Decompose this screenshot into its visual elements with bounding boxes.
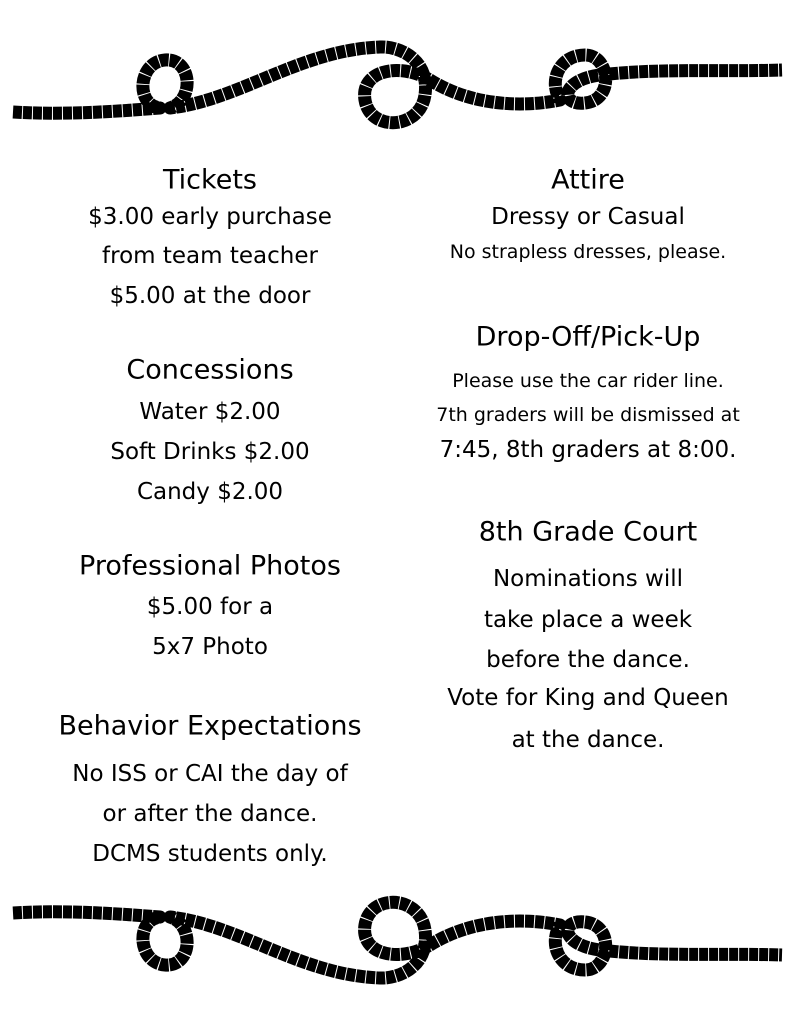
dropoff-line: 7:45, 8th graders at 8:00. <box>439 437 737 463</box>
rope-border-top <box>0 20 791 160</box>
behavior-line: or after the dance. <box>102 801 318 827</box>
court-line: Nominations will <box>492 566 684 592</box>
tickets-line: $3.00 early purchase <box>88 204 332 230</box>
concessions-heading: Concessions <box>126 354 294 386</box>
court-line: take place a week <box>483 607 693 633</box>
tickets-line: from team teacher <box>102 243 318 269</box>
dropoff-heading: Drop-Off/Pick-Up <box>475 321 701 353</box>
behavior-line: No ISS or CAI the day of <box>72 761 348 787</box>
concessions-line: Soft Drinks $2.00 <box>110 439 310 465</box>
behavior-line: DCMS students only. <box>92 841 328 867</box>
concessions-line: Water $2.00 <box>139 399 281 425</box>
attire-line: No strapless dresses, please. <box>449 241 727 263</box>
dropoff-line: Please use the car rider line. <box>452 370 724 392</box>
court-line: before the dance. <box>486 647 690 673</box>
photos-heading: Professional Photos <box>79 550 341 582</box>
concessions-line: Candy $2.00 <box>136 479 284 505</box>
behavior-heading: Behavior Expectations <box>58 710 362 742</box>
photos-line: 5x7 Photo <box>152 634 268 660</box>
tickets-line: $5.00 at the door <box>109 283 311 309</box>
court-line: at the dance. <box>511 727 665 753</box>
tickets-heading: Tickets <box>163 164 257 196</box>
court-line: Vote for King and Queen <box>447 685 729 711</box>
attire-heading: Attire <box>551 164 625 196</box>
court-heading: 8th Grade Court <box>478 516 698 548</box>
rope-border-bottom <box>0 865 791 1005</box>
photos-line: $5.00 for a <box>146 594 274 620</box>
attire-line: Dressy or Casual <box>491 204 685 230</box>
dropoff-line: 7th graders will be dismissed at <box>436 404 740 426</box>
